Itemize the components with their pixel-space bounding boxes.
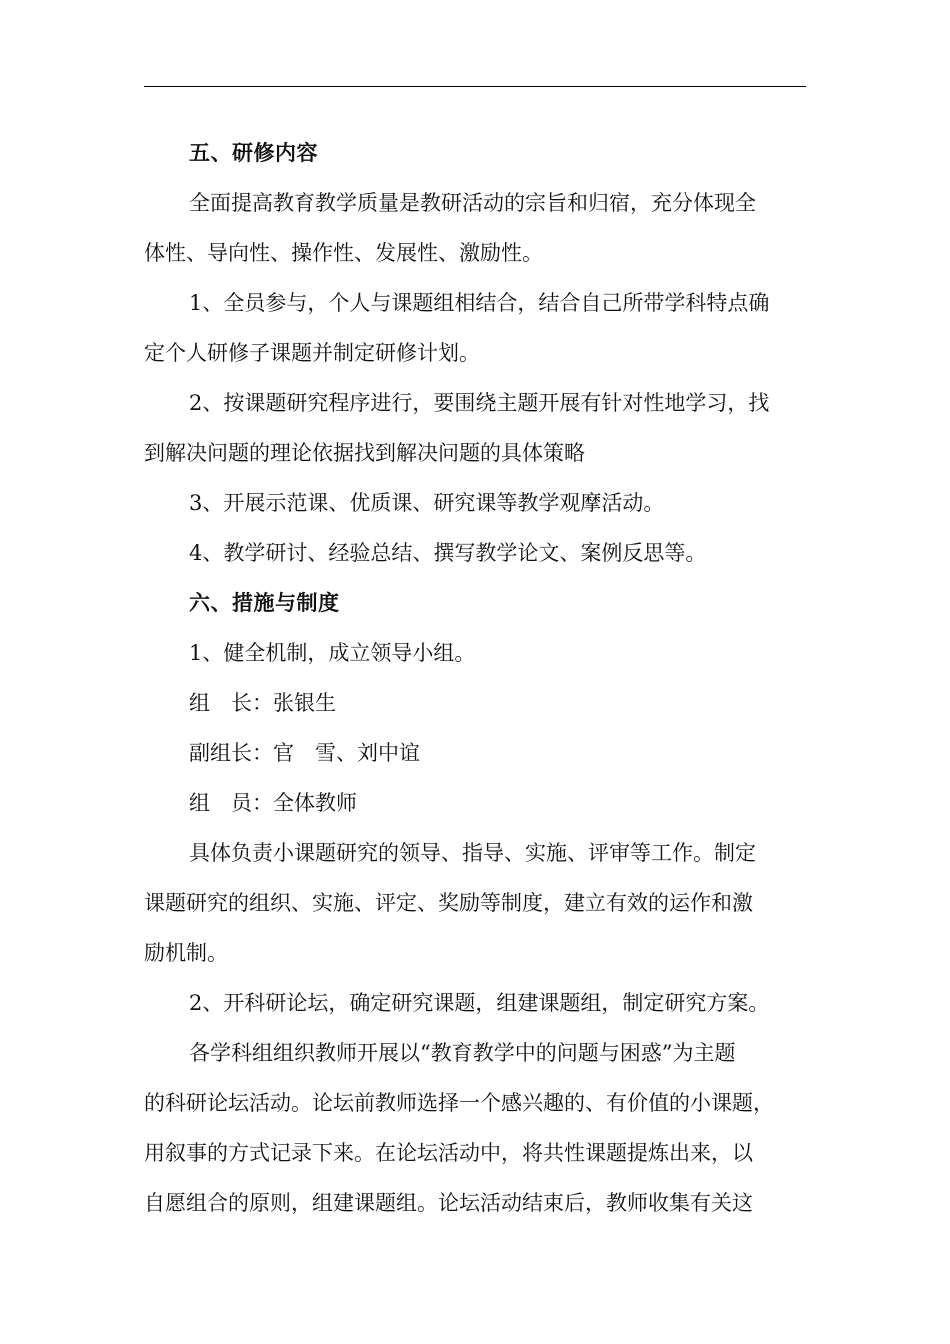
document-body [144,128,808,1228]
paragraph [144,678,808,728]
paragraph-line: 定个人研修子课题并制定研修计划。 [144,341,480,365]
paragraph [144,178,808,278]
section-heading: 六、措施与制度 [189,591,340,615]
paragraph [144,828,808,978]
paragraph [144,728,808,778]
paragraph [144,478,808,528]
paragraph-line: 1、全员参与，个人与课题组相结合，结合自己所带学科特点确 [189,291,770,315]
paragraph-line: 全面提高教育教学质量是教研活动的宗旨和归宿，充分体现全 [189,191,756,215]
paragraph-line: 体性、导向性、操作性、发展性、激励性。 [144,241,543,265]
paragraph [144,378,808,478]
paragraph-line: 4、教学研讨、经验总结、撰写教学论文、案例反思等。 [189,541,707,565]
paragraph [144,278,808,378]
paragraph [144,528,808,578]
paragraph-line: 1、健全机制，成立领导小组。 [189,641,476,665]
paragraph-line: 3、开展示范课、优质课、研究课等教学观摩活动。 [189,491,665,515]
paragraph [144,628,808,678]
paragraph-line: 的科研论坛活动。论坛前教师选择一个感兴趣的、有价值的小课题， [144,1091,774,1115]
paragraph-line: 用叙事的方式记录下来。在论坛活动中，将共性课题提炼出来，以 [144,1141,753,1165]
header-rule [144,86,806,87]
section-heading: 五、研修内容 [189,141,318,165]
paragraph-line: 具体负责小课题研究的领导、指导、实施、评审等工作。制定 [189,841,756,865]
paragraph-line: 副组长：官 雪、刘中谊 [189,741,420,765]
paragraph-line: 组 长：张银生 [189,691,336,715]
paragraph-line: 励机制。 [144,941,228,965]
paragraph-line: 2、按课题研究程序进行，要围绕主题开展有针对性地学习，找 [189,391,770,415]
paragraph-line: 各学科组组织教师开展以“教育教学中的问题与困惑”为主题 [189,1041,736,1065]
paragraph-line: 到解决问题的理论依据找到解决问题的具体策略 [144,441,585,465]
paragraph-line: 自愿组合的原则，组建课题组。论坛活动结束后，教师收集有关这 [144,1191,753,1215]
paragraph-line: 2、开科研论坛，确定研究课题，组建课题组，制定研究方案。 [189,991,770,1015]
paragraph [144,978,808,1028]
paragraph-line: 课题研究的组织、实施、评定、奖励等制度，建立有效的运作和激 [144,891,753,915]
paragraph-line: 组 员：全体教师 [189,791,357,815]
paragraph [144,778,808,828]
paragraph [144,1028,808,1228]
